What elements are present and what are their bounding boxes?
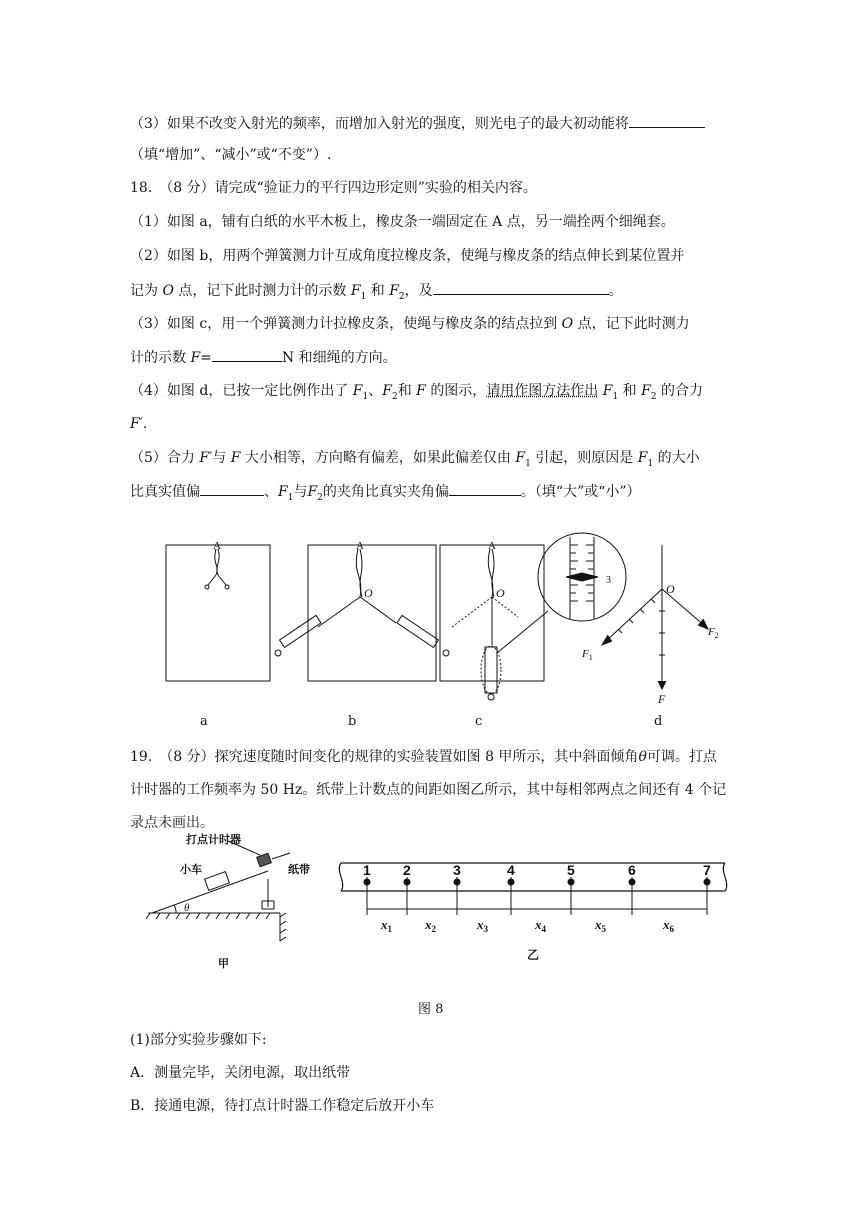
steps-title: (1)部分实验步骤如下: (130, 1032, 267, 1048)
q18-step4-line2: F′. (130, 416, 148, 432)
scale-digit: 3 (606, 575, 611, 586)
label-O: O (364, 586, 373, 600)
point-5: 5 (567, 862, 575, 878)
q18-step5-line1: （5）合力 F′与 F 大小相等，方向略有偏差，如果此偏差仅由 $F_1$ 引起，则原因是 $F_1$ 的大小 (130, 450, 700, 469)
x2-label: $x_2$ (425, 917, 436, 934)
point-3: 3 (453, 862, 461, 878)
caption-jia: 甲 (218, 957, 229, 970)
q18-step3-line1: （3）如图 c，用一个弹簧测力计拉橡皮条，使绳与橡皮条的结点拉到 O 点，记下此时测力 (130, 316, 690, 332)
tape-dots (364, 879, 711, 886)
figure-19-yi (335, 855, 735, 965)
label-F2: $F_2$ (708, 626, 719, 640)
figure-18a (166, 540, 270, 681)
answer-blank[interactable] (212, 347, 282, 362)
q19-line1: 19. （8 分）探究速度随时间变化的规律的实验装置如图 8 甲所示，其中斜面倾角θ可调。打点 (130, 749, 717, 765)
figure-19-jia (140, 835, 320, 975)
caption-a: a (200, 714, 208, 729)
point-2: 2 (403, 862, 411, 878)
point-7: 7 (703, 862, 711, 878)
answer-blank[interactable] (433, 280, 609, 295)
q18-step4-line1: （4）如图 d，已按一定比例作出了 $F_1$、$F_2$和 F 的图示，请用作图方法作出 $F_1$ 和 $F_2$ 的合力 (130, 383, 704, 402)
label-A: A (356, 540, 364, 552)
figure-18 (150, 535, 719, 735)
q17-part3-line1 (130, 113, 705, 134)
figure-18d (581, 545, 719, 706)
caption-b: b (348, 714, 357, 729)
answer-blank[interactable] (449, 481, 521, 496)
x6-label: $x_6$ (663, 917, 674, 934)
x3-label: $x_3$ (477, 917, 488, 934)
point-1: 1 (363, 862, 371, 878)
step-b: B．接通电源，待打点计时器工作稳定后放开小车 (130, 1098, 435, 1114)
q17-part3-text: （3）如果不改变入射光的频率，而增加入射光的强度，则光电子的最大初动能将 (130, 116, 629, 132)
point-4: 4 (507, 862, 515, 878)
label-O: O (666, 582, 675, 596)
q18-heading: 18. （8 分）请完成“验证力的平行四边形定则”实验的相关内容。 (130, 180, 537, 196)
q18-step5-line2: 比真实值偏 、$F_1$与$F_2$的夹角比真实夹角偏 。（填“大”或“小”） (130, 481, 641, 508)
x1-label: $x_1$ (381, 917, 392, 934)
figure-18b (275, 540, 449, 681)
caption-c: c (475, 714, 483, 729)
x4-label: $x_4$ (535, 917, 546, 934)
q18-step2-line1: （2）如图 b，用两个弹簧测力计互成角度拉橡皮条，使绳与橡皮条的结点伸长到某位置并 (130, 248, 685, 264)
label-timer: 打点计时器 (186, 833, 241, 846)
figure-18c (440, 533, 626, 700)
answer-blank[interactable] (629, 113, 705, 128)
q18-step3-line2: 计的示数 F= N 和细绳的方向。 (130, 347, 397, 368)
q19-line2: 计时器的工作频率为 50 Hz。纸带上计数点的间距如图乙所示，其中每相邻两点之间还有 4 个记 (130, 782, 727, 798)
label-tape: 纸带 (288, 863, 310, 876)
label-F1: $F_1$ (582, 648, 593, 662)
x5-label: $x_5$ (595, 917, 606, 934)
label-F: F (658, 692, 666, 706)
step-a: A．测量完毕，关闭电源，取出纸带 (130, 1065, 351, 1081)
answer-blank[interactable] (200, 481, 264, 496)
tape-markers (367, 877, 707, 915)
q18-step1: （1）如图 a，铺有白纸的水平木板上，橡皮条一端固定在 A 点，另一端拴两个细绳套。 (130, 214, 675, 230)
caption-d: d (654, 714, 663, 729)
label-O: O (496, 586, 505, 600)
q19-line3: 录点未画出。 (130, 815, 214, 831)
label-A: A (213, 540, 221, 552)
label-theta: θ (184, 902, 190, 914)
q18-step2-line2: 记为 O 点，记下此时测力计的示数 $F_1$ 和 $F_2$，及 。 (130, 280, 623, 307)
label-cart: 小车 (180, 863, 202, 876)
q17-part3-line2: （填“增加”、“减小”或“不变”）. (130, 147, 332, 163)
caption-yi: 乙 (527, 948, 540, 962)
label-A: A (488, 540, 496, 552)
figure-8-title: 图 8 (418, 1002, 444, 1017)
point-6: 6 (628, 862, 636, 878)
